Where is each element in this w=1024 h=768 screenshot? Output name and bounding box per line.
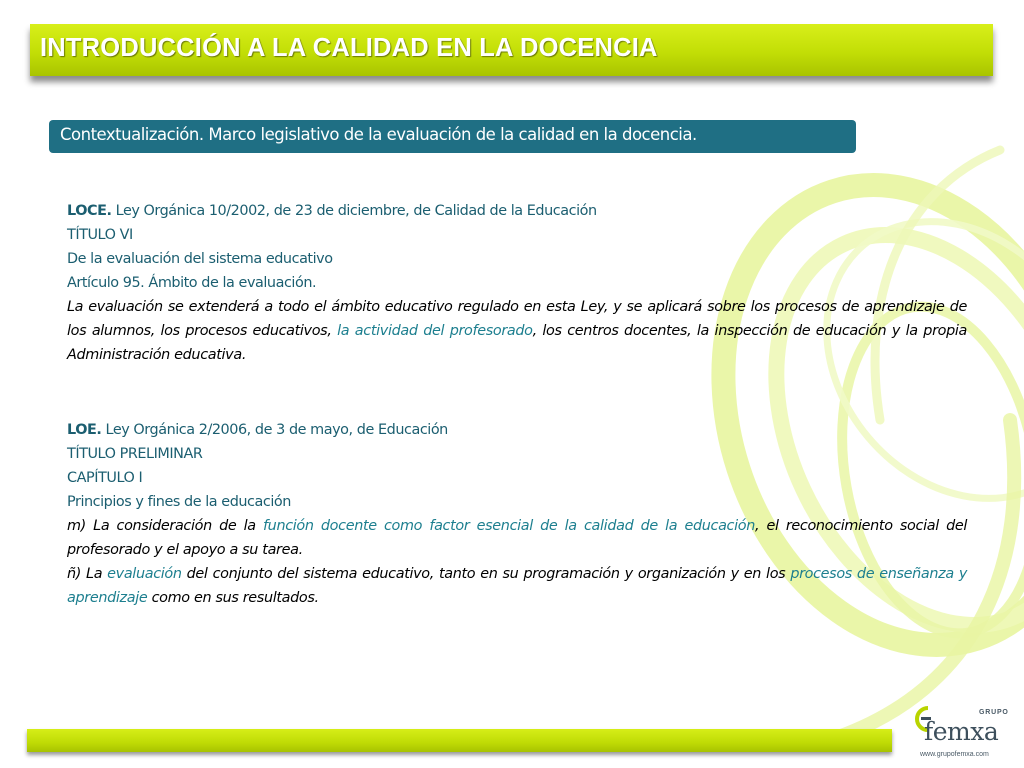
loe-item-n-text-middle: del conjunto del sistema educativo, tanto en su programación y organización y en los	[181, 566, 791, 582]
loe-item-m-highlight: función docente como factor esencial de la calidad de la educación	[262, 518, 755, 534]
loe-acronym: LOE.	[67, 422, 102, 438]
loe-title-line: TÍTULO PRELIMINAR	[67, 446, 203, 462]
loce-paragraph-text-end: , los centros docentes, la inspección de educación y la propia Administración educativa.	[67, 323, 968, 363]
loe-item-m-text: m) La consideración de la	[67, 518, 263, 534]
loce-law-title: Ley Orgánica 10/2002, de 23 de diciembre, de Calidad de la Educación	[111, 203, 597, 219]
loce-chapter-line: De la evaluación del sistema educativo	[67, 251, 333, 267]
loce-title-line: TÍTULO VI	[67, 227, 133, 243]
loe-item-m-text-end: , el reconocimiento social del profesorado y el apoyo a su tarea.	[67, 518, 968, 558]
loe-item-n-highlight-evaluation: evaluación	[107, 566, 182, 582]
loe-item-n-highlight-processes: procesos de enseñanza y aprendizaje	[67, 566, 967, 606]
logo-url: www.grupofemxa.com	[920, 751, 989, 758]
loe-item-n-text: ñ) La	[67, 566, 108, 582]
logo-brand: femxa	[924, 717, 999, 746]
loce-article-line: Artículo 95. Ámbito de la evaluación.	[67, 275, 317, 291]
section-subtitle: Contextualización. Marco legislativo de la evaluación de la calidad en la docencia.	[60, 125, 697, 144]
loce-heading	[67, 199, 967, 223]
logo-group-label: GRUPO	[979, 709, 1009, 716]
loe-chapter-line: CAPÍTULO I	[67, 470, 143, 486]
section-subtitle-box	[49, 120, 856, 153]
loce-section	[67, 199, 967, 367]
loe-principles-line: Principios y fines de la educación	[67, 494, 291, 510]
loce-acronym: LOCE.	[67, 203, 112, 219]
loe-law-title: Ley Orgánica 2/2006, de 3 de mayo, de Educación	[101, 422, 448, 438]
loe-item-n-text-end: como en sus resultados.	[147, 590, 319, 606]
loe-heading	[67, 418, 967, 442]
loe-item-n	[67, 562, 967, 610]
header-banner	[30, 24, 993, 76]
loce-paragraph-text: La evaluación se extenderá a todo el ámbito educativo regulado en esta Ley, y se aplicará sobre los procesos de aprendizaje de los alumnos, los procesos educativos,	[67, 299, 967, 339]
loe-section	[67, 418, 967, 610]
loce-highlight: la actividad del profesorado	[337, 323, 533, 339]
loce-paragraph	[67, 295, 967, 367]
loe-item-m	[67, 514, 967, 562]
page-title: INTRODUCCIÓN A LA CALIDAD EN LA DOCENCIA	[40, 34, 658, 62]
footer-banner	[27, 729, 892, 752]
femxa-logo	[906, 700, 1018, 764]
